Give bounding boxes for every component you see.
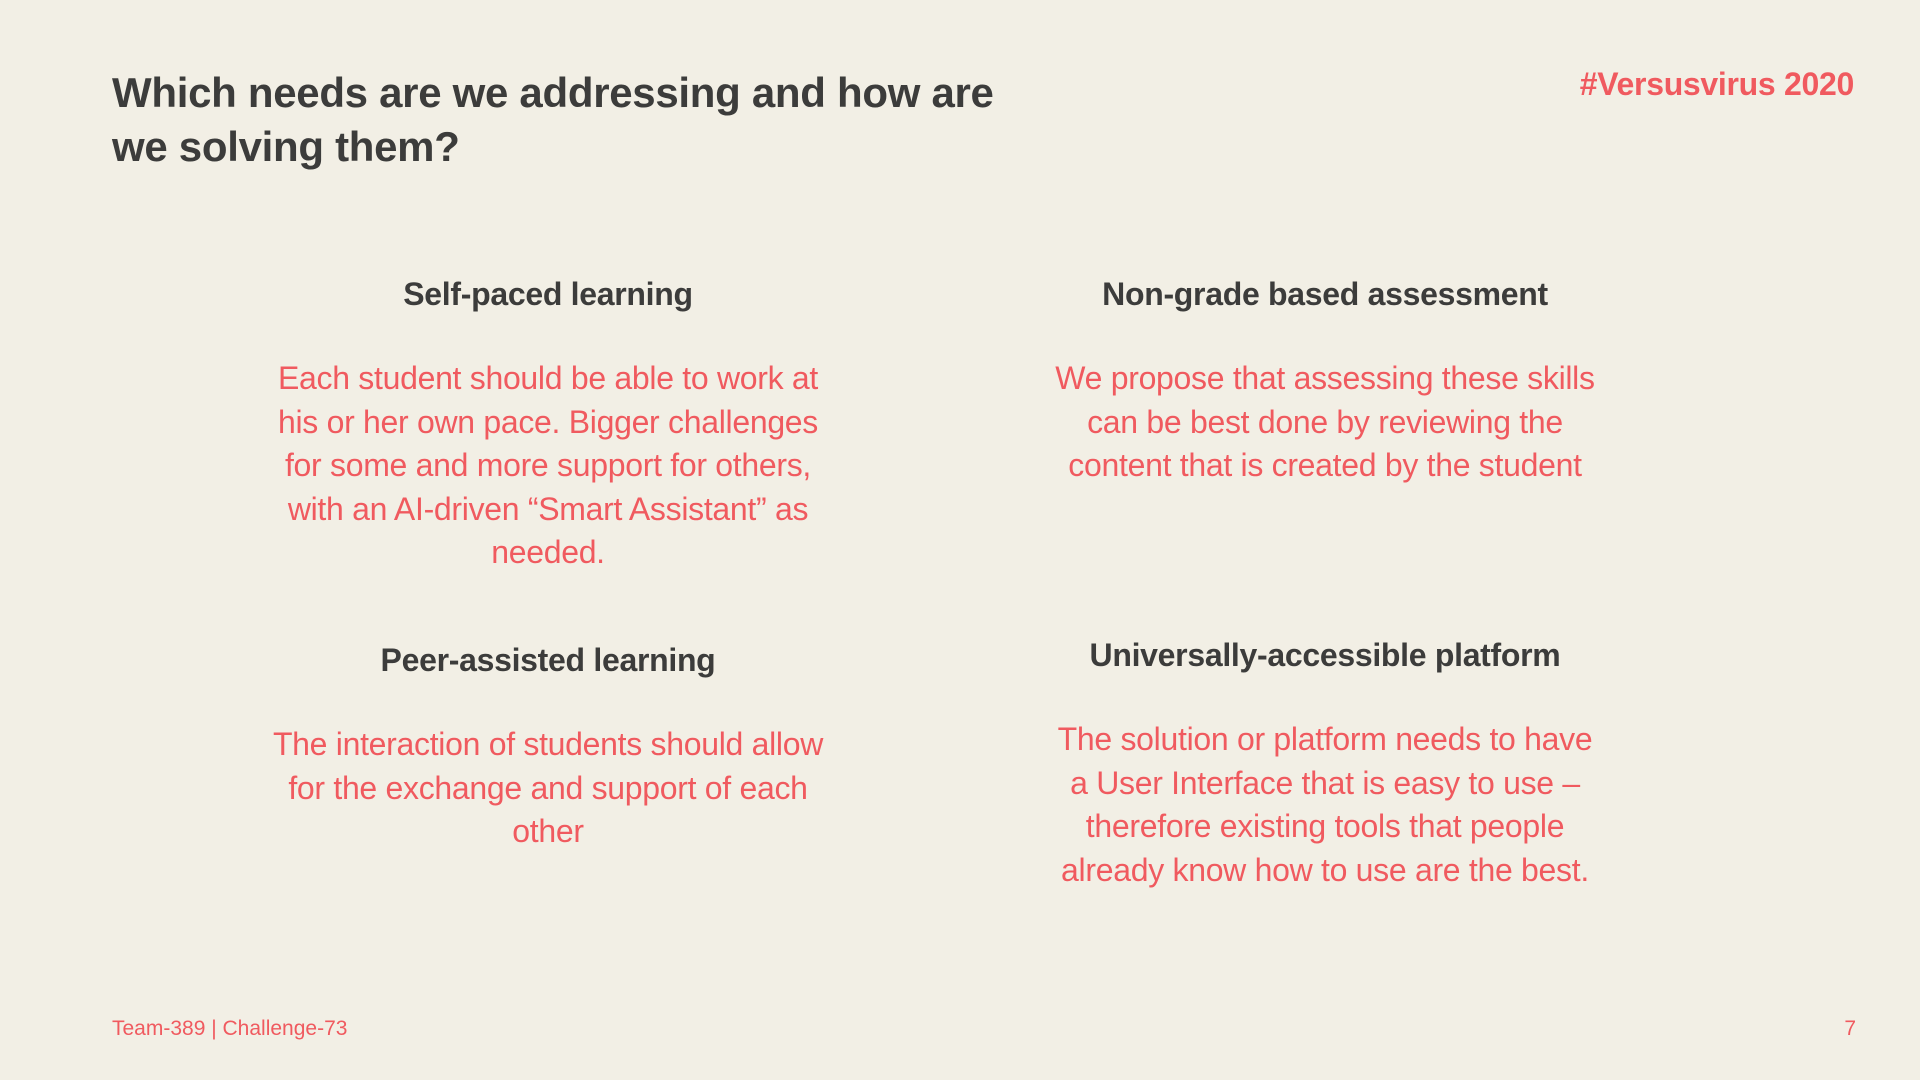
block-body: Each student should be able to work at his or her own pace. Bigger challenges for some and more support for others, with an AI-driven “Smart Assistant” as needed. (277, 360, 819, 570)
block-heading: Self-paced learning (403, 276, 693, 312)
block-heading: Peer-assisted learning (380, 642, 716, 678)
slide-title: Which needs are we addressing and how are we solving them? (112, 69, 994, 170)
block-body: The solution or platform needs to have a User Interface that is easy to use – therefore existing tools that people already know how to use are the best. (1057, 721, 1593, 888)
need-block-self-paced (268, 274, 828, 575)
need-block-accessible-platform (1045, 635, 1605, 892)
block-heading: Non-grade based assessment (1102, 276, 1548, 312)
need-block-peer-assisted (268, 640, 828, 854)
footer-team-label: Team-389 | Challenge-73 (112, 1017, 348, 1040)
page-number: 7 (1844, 1017, 1856, 1040)
block-body: We propose that assessing these skills can be best done by reviewing the content that is created by the student (1055, 360, 1595, 483)
block-heading: Universally-accessible platform (1089, 637, 1561, 673)
block-body: The interaction of students should allow for the exchange and support of each other (272, 726, 824, 849)
event-tag: #Versusvirus 2020 (1579, 66, 1854, 102)
need-block-non-grade (1045, 274, 1605, 488)
